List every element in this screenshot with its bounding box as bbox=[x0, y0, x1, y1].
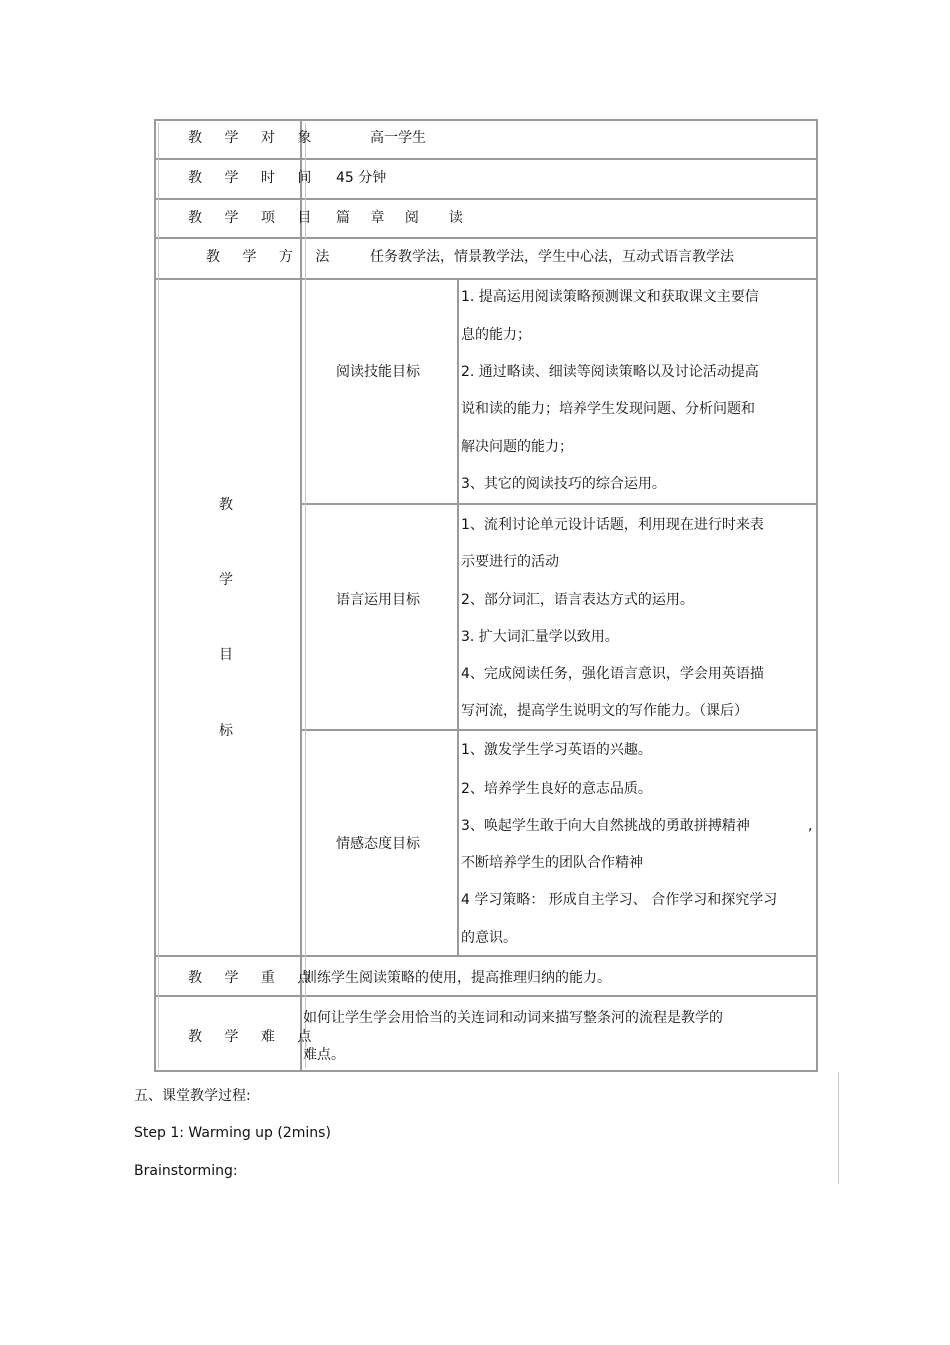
goal-emotion-line: 4 学习策略： 形成自主学习、 合作学习和探究学习 bbox=[461, 892, 778, 908]
goals-side-char-1: 教 bbox=[219, 497, 233, 513]
process-heading: 五、课堂教学过程: bbox=[134, 1088, 251, 1104]
goal-reading-name: 阅读技能目标 bbox=[336, 364, 420, 380]
goal-emotion-line: 2、培养学生良好的意志品质。 bbox=[461, 781, 652, 797]
label-teaching-method: 教 学 方 法 bbox=[206, 249, 339, 265]
goals-side-char-2: 学 bbox=[219, 572, 233, 588]
process-frame-line bbox=[838, 1072, 839, 1184]
label-teaching-time: 教 学 时 间 bbox=[188, 170, 321, 186]
goal-language-line: 示要进行的活动 bbox=[461, 554, 559, 570]
label-teaching-item: 教 学 项 目 bbox=[188, 210, 321, 226]
goal-reading-line: 3、其它的阅读技巧的综合运用。 bbox=[461, 476, 666, 492]
label-key-point: 教 学 重 点 bbox=[188, 970, 321, 986]
goal-emotion-name: 情感态度目标 bbox=[336, 836, 420, 852]
goals-side-char-3: 目 bbox=[219, 647, 233, 663]
label-teaching-object: 教 学 对 象 bbox=[188, 130, 321, 146]
goal-language-line: 2、部分词汇，语言表达方式的运用。 bbox=[461, 592, 694, 608]
goals-side-char-4: 标 bbox=[219, 723, 233, 739]
goal-reading-line: 息的能力； bbox=[461, 327, 531, 343]
goal-emotion-line: 1、激发学生学习英语的兴趣。 bbox=[461, 742, 652, 758]
goal-reading-line: 说和读的能力；培养学生发现问题、分析问题和 bbox=[461, 401, 755, 417]
value-teaching-method: 任务教学法，情景教学法，学生中心法，互动式语言教学法 bbox=[370, 249, 734, 265]
value-teaching-time: 45 分钟 bbox=[336, 170, 387, 186]
goal-language-line: 4、完成阅读任务，强化语言意识，学会用英语描 bbox=[461, 666, 764, 682]
step1-heading: Step 1: Warming up (2mins) bbox=[134, 1125, 331, 1141]
value-key-point: 训练学生阅读策略的使用，提高推理归纳的能力。 bbox=[303, 970, 611, 986]
goal-emotion-comma: , bbox=[808, 818, 813, 834]
goal-language-line: 写河流，提高学生说明文的写作能力。（课后） bbox=[461, 703, 748, 719]
goal-emotion-line: 3、唤起学生敢于向大自然挑战的勇敢拼搏精神 bbox=[461, 818, 750, 834]
goal-language-line: 3. 扩大词汇量学以致用。 bbox=[461, 629, 619, 645]
value-difficulty-line: 难点。 bbox=[303, 1047, 345, 1063]
value-difficulty-line: 如何让学生学会用恰当的关连词和动词来描写整条河的流程是教学的 bbox=[303, 1010, 723, 1026]
goal-language-name: 语言运用目标 bbox=[336, 592, 420, 608]
goal-emotion-line: 不断培养学生的团队合作精神 bbox=[461, 855, 643, 871]
goal-language-line: 1、流利讨论单元设计话题，利用现在进行时来表 bbox=[461, 517, 764, 533]
goal-reading-line: 1. 提高运用阅读策略预测课文和获取课文主要信 bbox=[461, 289, 759, 305]
label-difficulty: 教 学 难 点 bbox=[188, 1029, 321, 1045]
value-teaching-item: 篇 章 阅 读 bbox=[336, 210, 471, 226]
goal-emotion-line: 的意识。 bbox=[461, 930, 517, 946]
goal-reading-line: 解决问题的能力； bbox=[461, 439, 573, 455]
value-teaching-object: 高一学生 bbox=[370, 130, 426, 146]
goal-reading-line: 2. 通过略读、细读等阅读策略以及讨论活动提高 bbox=[461, 364, 759, 380]
brainstorming-label: Brainstorming: bbox=[134, 1163, 238, 1179]
